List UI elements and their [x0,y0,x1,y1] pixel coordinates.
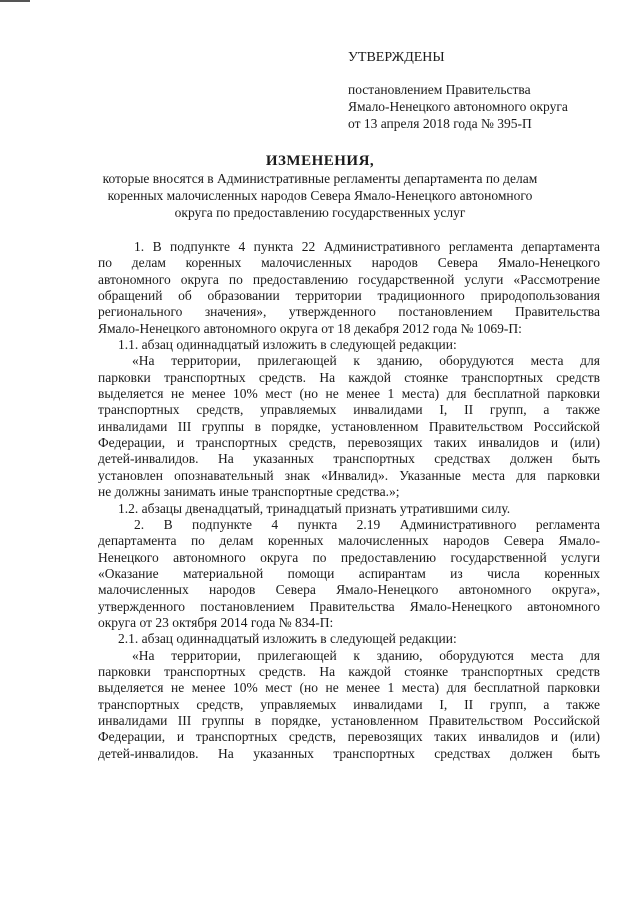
body-line: «На территории, прилегающей к зданию, оборудуются места для [132,647,600,663]
body-line: 2.1. абзац одиннадцатый изложить в следующей редакции: [118,631,457,647]
body-line: 1.1. абзац одиннадцатый изложить в следующей редакции: [118,337,457,353]
document-body [98,239,600,762]
body-line: транспортных средств, управляемых инвалидами I, II групп, а также [98,696,600,712]
subtitle-line: округа по предоставлению государственных услуг [174,205,466,220]
body-line: 1.2. абзацы двенадцатый, тринадцатый признать утратившими силу. [118,500,511,516]
body-line: по делам коренных малочисленных народов Севера Ямало-Ненецкого [98,255,600,271]
body-line: выделяется не менее 10% мест (но не менее 1 места) для бесплатной парковки [98,680,600,696]
subtitle-line: коренных малочисленных народов Севера Ямало-Ненецкого автономного [107,188,533,203]
body-line: «На территории, прилегающей к зданию, оборудуются места для [132,353,600,369]
body-line: инвалидами III группы в порядке, установленном Правительством Российской [98,418,600,434]
body-line: Федерации, и транспортных средств, перевозящих таких инвалидов и (или) [98,729,600,745]
approval-line: постановлением Правительства [348,82,531,97]
body-line: автономного округа по предоставлению государственной услуги «Рассмотрение [98,271,600,287]
body-line: инвалидами III группы в порядке, установленном Правительством Российской [98,712,600,728]
body-line: Ненецкого автономного округа по предоставлению государственной услуги [98,549,600,565]
approval-line: Ямало-Ненецкого автономного округа [348,99,568,114]
body-line: округа от 23 октября 2014 года № 834-П: [98,614,334,630]
scan-edge-mark [0,0,30,2]
body-line: детей-инвалидов. На указанных транспортных средствах должен быть [98,745,600,761]
body-line: детей-инвалидов. На указанных транспортных средствах должен быть [98,451,600,467]
body-line: «Оказание материальной помощи аспирантам из числа коренных [98,565,600,581]
approval-line: от 13 апреля 2018 года № 395-П [348,116,532,131]
body-line: транспортных средств, управляемых инвалидами I, II групп, а также [98,402,600,418]
body-line: Федерации, и транспортных средств, перевозящих таких инвалидов и (или) [98,435,600,451]
approval-block [348,50,628,132]
document-subtitle [100,170,540,221]
body-line: утвержденного постановлением Правительства Ямало-Ненецкого автономного [98,598,600,614]
body-line: 1. В подпункте 4 пункта 22 Административного регламента департамента [134,239,600,254]
subtitle-line: которые вносятся в Административные регламенты департамента по делам [102,171,538,186]
body-line: департамента по делам коренных малочисленных народов Севера Ямало- [98,533,600,549]
approval-heading: УТВЕРЖДЕНЫ [348,50,445,65]
body-line: парковки транспортных средств. На каждой стоянке транспортных средств [98,369,600,385]
document-title: ИЗМЕНЕНИЯ, [265,153,375,169]
body-line: не должны занимать иные транспортные средства.»; [98,484,400,500]
body-line: 2. В подпункте 4 пункта 2.19 Административного регламента [134,516,600,532]
body-line: выделяется не менее 10% мест (но не менее 1 места) для бесплатной парковки [98,386,600,402]
body-line: установлен опознавательный знак «Инвалид». Указанные места для парковки [98,467,600,483]
body-line: регионального значения», утвержденного постановлением Правительства [98,304,600,320]
body-line: малочисленных народов Севера Ямало-Ненецкого автономного округа», [98,582,600,598]
body-line: парковки транспортных средств. На каждой стоянке транспортных средств [98,663,600,679]
body-line: Ямало-Ненецкого автономного округа от 18 декабря 2012 года № 1069-П: [98,320,522,336]
body-line: обращений об образовании территории традиционного природопользования [98,288,600,304]
